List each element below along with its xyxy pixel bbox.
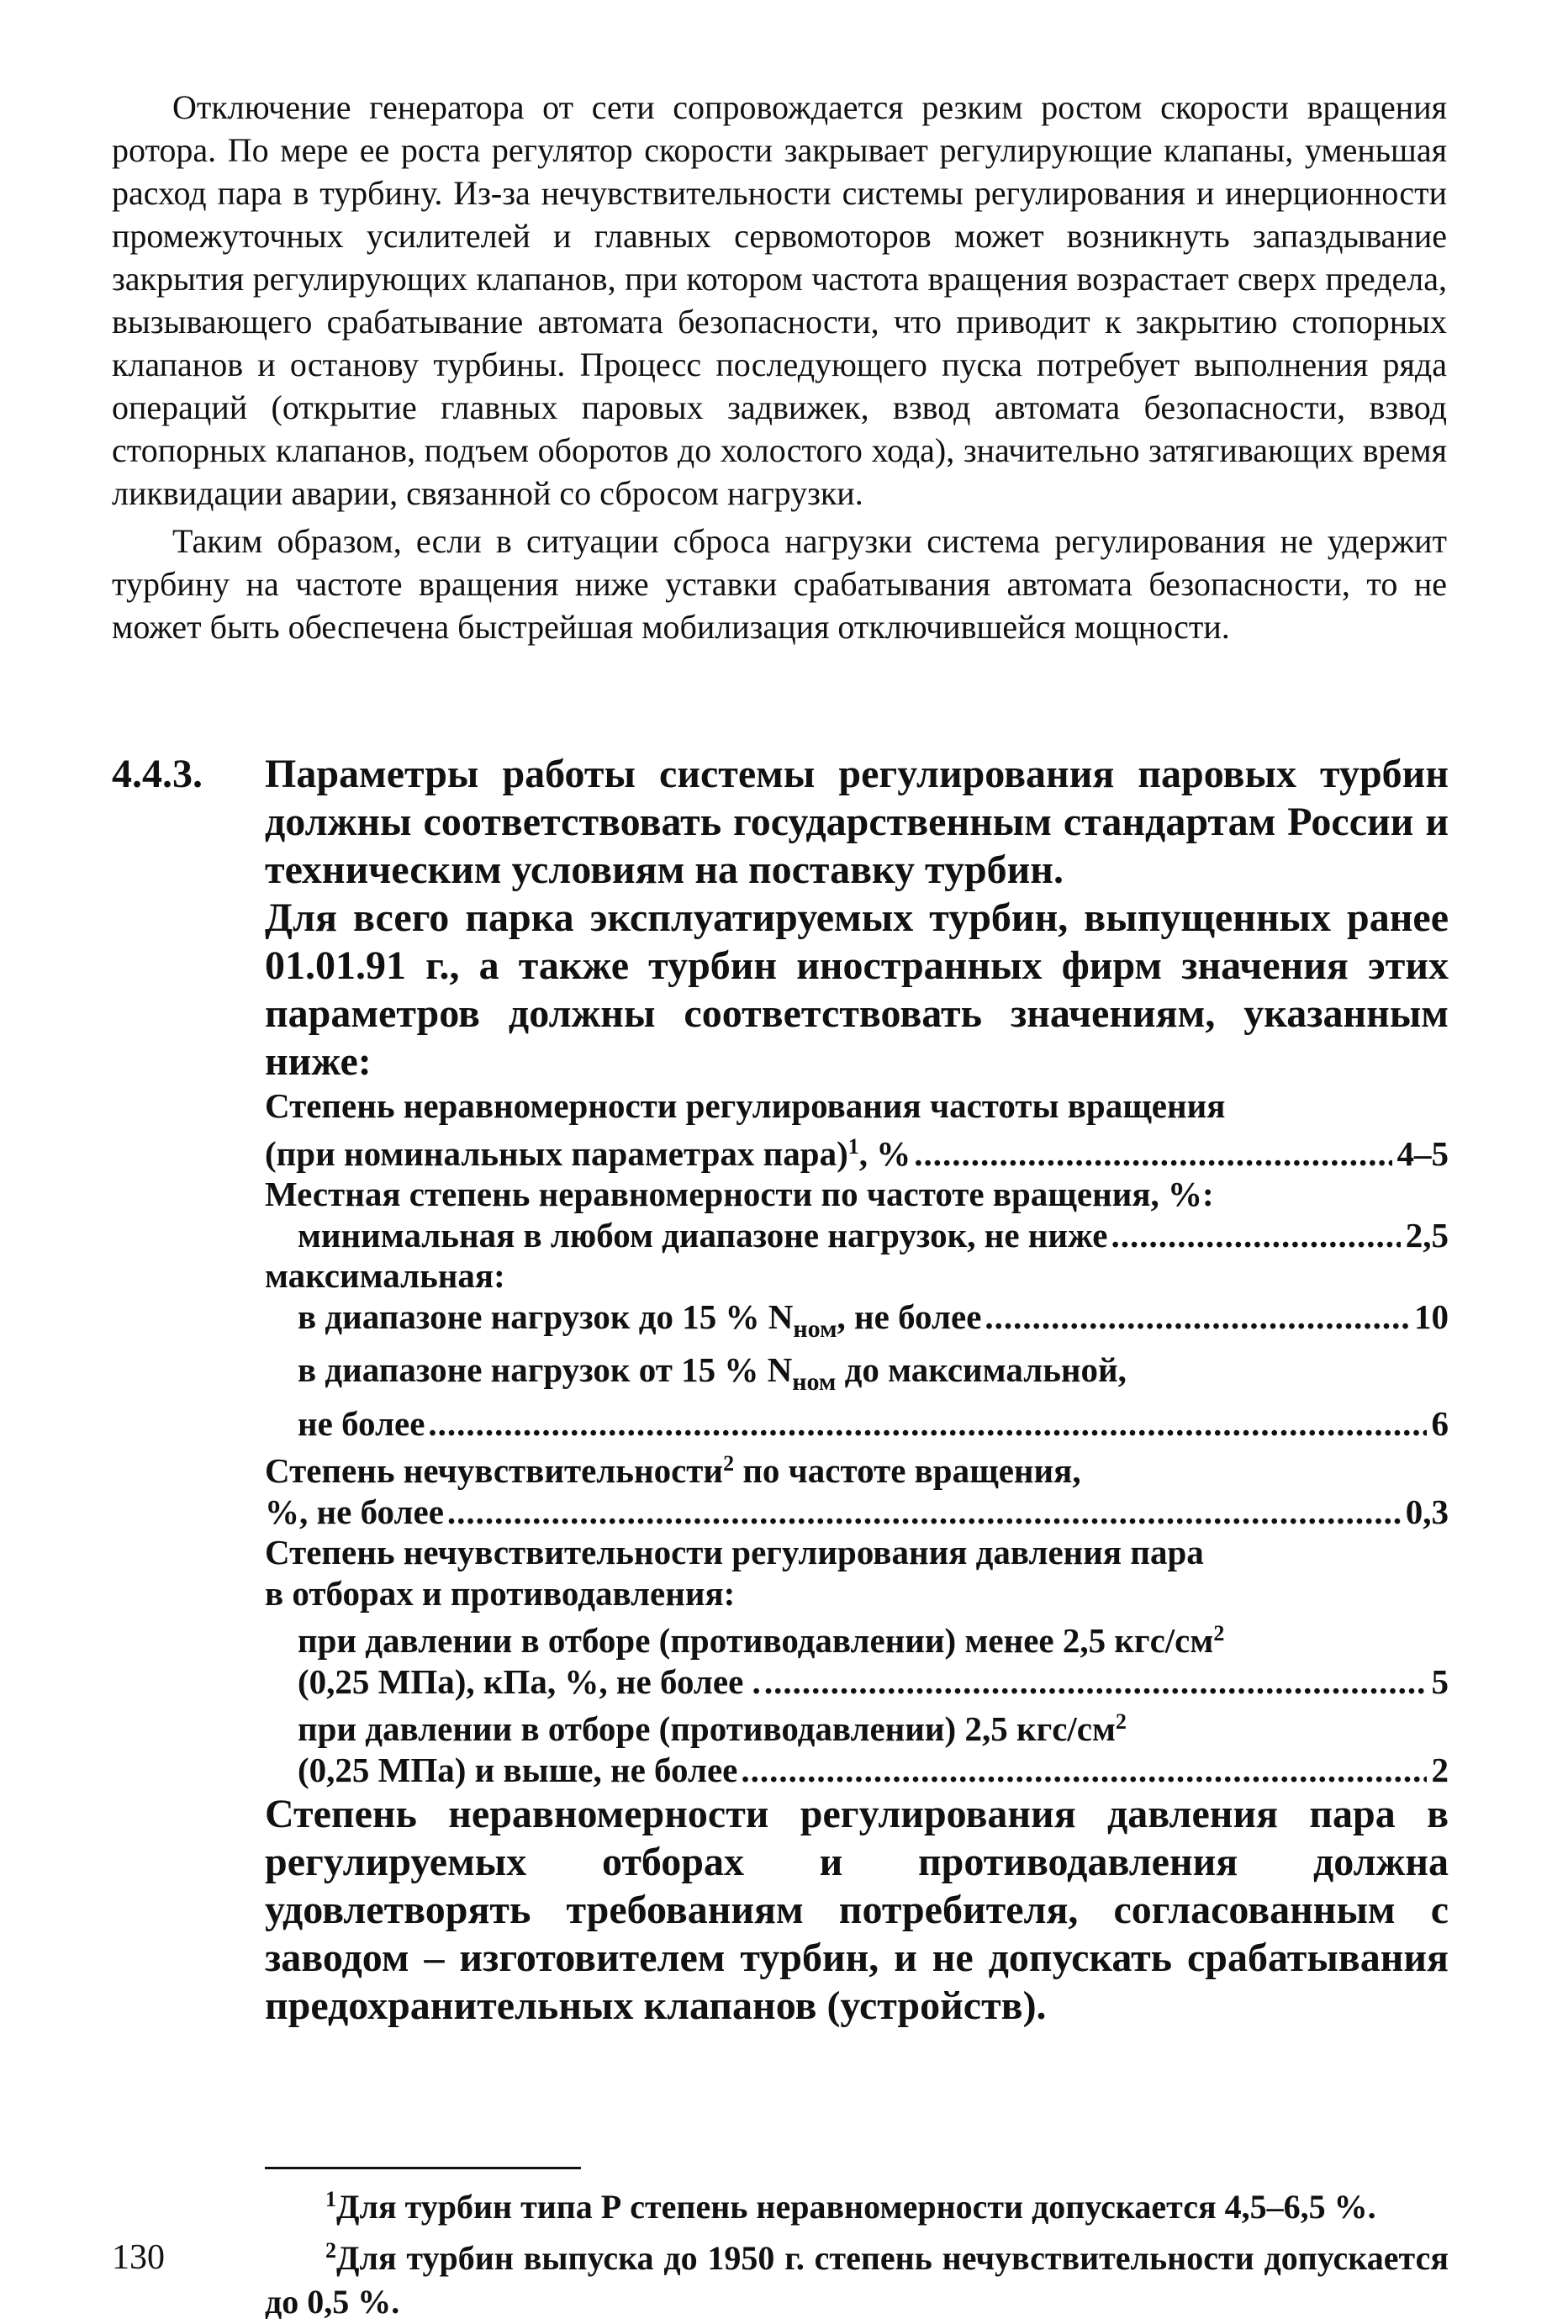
leader-dots bbox=[428, 1403, 1426, 1445]
footnote-1-text: Для турбин типа Р степень неравномерности допускается 4,5–6,5 %. bbox=[336, 2188, 1376, 2226]
param-4a-label: (0,25 МПа), кПа, %, не более . bbox=[298, 1661, 761, 1701]
param-2b2-line-a: в диапазоне нагрузок от 15 % N bbox=[298, 1350, 793, 1389]
footnotes bbox=[265, 2178, 1449, 2324]
param-4b-row bbox=[265, 1750, 1449, 1791]
footnote-divider bbox=[265, 2167, 581, 2169]
param-1-unit: , % bbox=[858, 1133, 911, 1173]
parameter-list bbox=[265, 1085, 1449, 1790]
section-text: Для всего парка эксплуатируемых турбин, выпущенных ранее 01.01.91 г., а также турбин иностранных фирм значения этих параметров должны соответствовать значениям, указанным ниже: bbox=[265, 895, 1449, 1084]
param-2b2-line-b: до максимальной, bbox=[836, 1350, 1127, 1389]
param-4b-line bbox=[265, 1702, 1449, 1750]
param-2b1-value: 10 bbox=[1414, 1297, 1449, 1336]
param-2b1-row bbox=[265, 1297, 1449, 1350]
param-4a-line-text: при давлении в отборе (противодавлении) менее 2,5 кгс/см bbox=[298, 1621, 1214, 1660]
footnote-1 bbox=[265, 2178, 1449, 2229]
intro-paragraph-2: Таким образом, если в ситуации сброса нагрузки система регулирования не удержит турбину на частоте вращения ниже уставки срабатывания автомата безопасности, то не может быть обеспечена быстрейшая мобилизация отключившейся мощности. bbox=[112, 522, 1447, 646]
param-2b1-label-a: в диапазоне нагрузок до 15 % N bbox=[298, 1297, 794, 1336]
leader-dots bbox=[764, 1661, 1427, 1703]
leader-dots bbox=[1111, 1215, 1400, 1256]
param-3-row bbox=[265, 1492, 1449, 1533]
footnote-ref-1: 1 bbox=[847, 1133, 859, 1159]
footnote-2-text: Для турбин выпуска до 1950 г. степень нечувствительности допускается до 0,5 %. bbox=[265, 2239, 1449, 2321]
param-4b-line-text: при давлении в отборе (противодавлении) 2,5 кгс/см bbox=[298, 1709, 1116, 1748]
section-4-4-3 bbox=[265, 750, 1449, 2030]
param-2-heading: Местная степень неравномерности по частоте вращения, %: bbox=[265, 1175, 1214, 1213]
param-4-line-2: в отборах и противодавления: bbox=[265, 1573, 736, 1613]
section-heading: Параметры работы системы регулирования паровых турбин должны соответствовать государственным стандартам России и техническим условиям на поставку турбин. bbox=[265, 752, 1449, 892]
leader-dots bbox=[741, 1750, 1426, 1791]
param-2b2-subscript: ном bbox=[792, 1368, 837, 1396]
param-2a-value: 2,5 bbox=[1405, 1215, 1449, 1254]
param-1-line-1: Степень неравномерности регулирования частоты вращения bbox=[265, 1086, 1226, 1125]
param-4b-superscript: 2 bbox=[1115, 1709, 1127, 1734]
leader-dots bbox=[447, 1492, 1401, 1533]
footnote-ref-2: 2 bbox=[723, 1451, 735, 1476]
param-4b-value: 2 bbox=[1431, 1750, 1449, 1789]
section-closing: Степень неравномерности регулирования давления пара в регулируемых отборах и противодавления должна удовлетворять требованиям потребителя, согласованным с заводом – изготовителем турбин, и не допускать срабатывания предохранительных клапанов (устройств). bbox=[265, 1792, 1449, 2028]
param-3-line-a: Степень нечувствительности bbox=[265, 1451, 724, 1490]
param-2b2-label: не более bbox=[298, 1403, 425, 1443]
param-3-line-b: по частоте вращения, bbox=[734, 1451, 1081, 1490]
footnote-2-mark: 2 bbox=[325, 2238, 336, 2263]
param-4b-label: (0,25 МПа) и выше, не более bbox=[298, 1750, 738, 1789]
param-2b1-label-b: , не более bbox=[837, 1297, 982, 1336]
section-number: 4.4.3. bbox=[112, 752, 203, 796]
footnote-1-mark: 1 bbox=[325, 2187, 336, 2211]
param-1-row bbox=[265, 1127, 1449, 1175]
param-3-line bbox=[265, 1444, 1449, 1492]
param-4-line-1: Степень нечувствительности регулирования давления пара bbox=[265, 1533, 1204, 1571]
param-1-label: (при номинальных параметрах пара) bbox=[265, 1133, 848, 1173]
leader-dots bbox=[985, 1297, 1409, 1338]
param-4a-line bbox=[265, 1614, 1449, 1661]
leader-dots bbox=[914, 1133, 1391, 1175]
param-2b-heading: максимальная: bbox=[265, 1256, 505, 1295]
param-3-value: 0,3 bbox=[1405, 1492, 1449, 1531]
param-4a-row bbox=[265, 1661, 1449, 1703]
param-2b2-line bbox=[265, 1350, 1449, 1403]
param-2b2-value: 6 bbox=[1431, 1403, 1449, 1443]
param-1-value: 4–5 bbox=[1396, 1133, 1449, 1173]
param-3-label: %, не более bbox=[265, 1492, 444, 1531]
param-2b2-row bbox=[265, 1403, 1449, 1445]
param-2a-label: минимальная в любом диапазоне нагрузок, не ниже bbox=[298, 1215, 1108, 1254]
page-number: 130 bbox=[112, 2238, 165, 2277]
intro-text bbox=[112, 86, 1447, 653]
intro-paragraph-1: Отключение генератора от сети сопровождается резким ростом скорости вращения ротора. По мере ее роста регулятор скорости закрывает регулирующие клапаны, уменьшая расход пара в турбину. Из-за нечувствительности системы регулирования и инерционности промежуточных усилителей и главных сервомоторов может возникнуть запаздывание закрытия регулирующих клапанов, при котором частота вращения возрастает сверх предела, вызывающего срабатывание автомата безопасности, что приводит к закрытию стопорных клапанов и останову турбины. Процесс последующего пуска потребует выполнения ряда операций (открытие главных паровых задвижек, взвод автомата безопасности, взвод стопорных клапанов, подъем оборотов до холостого хода), значительно затягивающих время ликвидации аварии, связанной со сбросом нагрузки. bbox=[112, 88, 1447, 512]
param-2b1-subscript: ном bbox=[793, 1314, 837, 1343]
param-2a-row bbox=[265, 1215, 1449, 1256]
param-4a-value: 5 bbox=[1431, 1661, 1449, 1701]
param-4a-superscript: 2 bbox=[1213, 1621, 1225, 1645]
footnote-2 bbox=[265, 2229, 1449, 2324]
